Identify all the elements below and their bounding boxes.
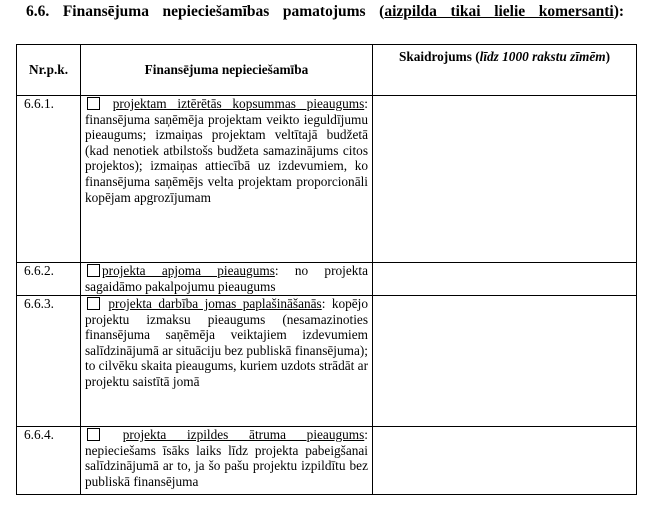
row-description [81, 427, 373, 495]
checkbox[interactable] [87, 97, 100, 110]
row-explanation-field[interactable] [373, 96, 637, 263]
table-row [17, 96, 637, 263]
row-explanation-field[interactable] [373, 427, 637, 495]
row-description [81, 263, 373, 296]
row-description [81, 296, 373, 427]
row-number: 6.6.3. [17, 296, 81, 427]
row-description [81, 96, 373, 263]
checkbox[interactable] [87, 428, 100, 441]
table-header-row [17, 45, 637, 96]
row-explanation-field[interactable] [373, 263, 637, 296]
row-number: 6.6.4. [17, 427, 81, 495]
table-row [17, 296, 637, 427]
row-text: : no projekta sagaidāmo pakalpojumu pieaugums [85, 263, 368, 294]
row-text: : finansējuma saņēmēja projektam veikto ieguldījumu pieaugums; izmaiņas projektam veltītajā budžetā (kad nenotiek atbilstošs budžeta samazinājums citos projektos); izmaiņas attiecībā uz izdevumiem, ko finansējuma saņēmējs velta projektam proporcionāli kopējam apgrozījumam [85, 96, 368, 205]
checkbox[interactable] [87, 297, 100, 310]
section-number: 6.6. [26, 3, 50, 20]
row-number: 6.6.2. [17, 263, 81, 296]
header-explanation: Skaidrojums (līdz 1000 rakstu zīmēm) [373, 45, 637, 96]
row-text: : kopējo projektu izmaksu pieaugums (nesamazinoties finansējuma saņēmēja veiktajiem izdevumiem salīdzinājumā ar situāciju bez publiskā finansējuma); to cilvēku skaita pieaugums, kuriem uzdots strādāt ar projektu saistītā jomā [85, 296, 369, 389]
section-note: aizpilda tikai lielie komersanti [384, 3, 614, 20]
row-label: projekta izpildes ātruma pieaugums [122, 427, 365, 442]
checkbox[interactable] [87, 264, 100, 277]
row-label: projekta darbība jomas paplašināšanās [108, 296, 322, 311]
header-need: Finansējuma nepieciešamība [81, 45, 373, 96]
row-label: projekta apjoma pieaugums [102, 263, 275, 278]
financing-need-table [16, 44, 637, 495]
row-number: 6.6.1. [17, 96, 81, 263]
section-heading: 6.6. Finansējuma nepieciešamības pamatojums (aizpilda tikai lielie komersanti): [26, 3, 625, 20]
header-number: Nr.p.k. [17, 45, 81, 96]
row-explanation-field[interactable] [373, 296, 637, 427]
row-text: : nepieciešams īsāks laiks līdz projekta pabeigšanai salīdzinājumā ar to, ja šo pašu projektu izpildītu bez publiskā finansējuma [85, 427, 368, 489]
table-row [17, 427, 637, 495]
row-label: projektam iztērētās kopsummas pieaugums [112, 96, 365, 111]
section-title: Finansējuma nepieciešamības pamatojums [62, 3, 366, 20]
table-row [17, 263, 637, 296]
